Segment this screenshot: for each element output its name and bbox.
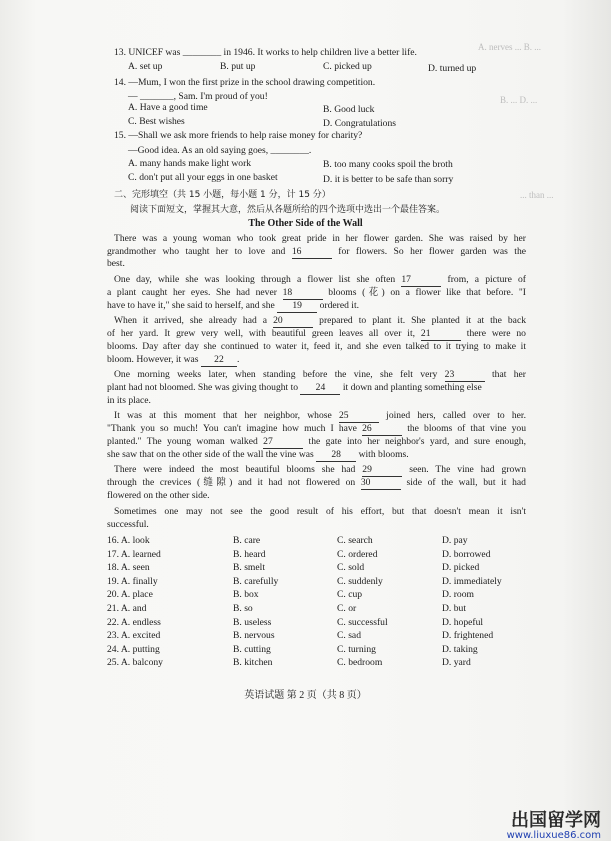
p6-line-3: flowered on the other side. [107,490,210,501]
option-17-a: 17. A. learned [107,548,161,560]
option-24-c: C. turning [337,643,376,655]
q15-option-d: D. it is better to be safe than sorry [323,174,454,185]
q14-response: — _______, Sam. I'm proud of you! [128,91,268,102]
blank-17: 17 [401,274,441,287]
watermark-url: www.liuxue86.com [506,830,601,841]
section-instruction: 阅读下面短文，掌握其大意，然后从各题所给的四个选项中选出一个最佳答案。 [130,205,446,215]
blank-30: 30 [361,477,401,490]
bleed-through: A. nerves ... B. ... [478,42,541,52]
q13-option-a: A. set up [128,61,163,72]
p4-line-3: in its place. [107,395,151,406]
q15-stem: 15. —Shall we ask more friends to help raise money for charity? [114,130,363,141]
option-16-c: C. search [337,535,373,546]
blank-26: 26 [362,423,402,436]
option-25-d: D. yard [442,657,471,669]
option-18-d: D. picked [442,562,480,574]
q14-option-b: B. Good luck [323,104,375,115]
option-23-b: B. nervous [233,630,275,642]
q15-option-a: A. many hands make light work [128,158,252,169]
blank-18: 18 [283,287,323,300]
p3-line-3: blooms. Day after day she continued to water it, feed it, and she even talked to it trying to make it [107,341,526,352]
p6-line-2: through the crevices (缝隙) and it had not flowered on 30 side of the wall, but it had [107,477,526,488]
p3-line-2: of her yard. It grew very well, with beautiful green leaves all over it, 21 there were no [107,328,526,339]
p1-line-2: grandmother who taught her to love and 16 for flowers. So her flower garden was the [107,246,526,257]
option-24-b: B. cutting [233,643,271,655]
option-19-a: 19. A. finally [107,575,158,587]
p5-line-1: It was at this moment that her neighbor, whose 25 joined hers, called over to her. [114,410,526,421]
blank-20: 20 [273,315,313,328]
option-24-d: D. taking [442,643,478,655]
blank-21: 21 [421,328,461,341]
option-16-a: 16. A. look [107,535,150,546]
bleed-through: ... than ... [520,190,554,200]
p2-line-2: a plant caught her eyes. She had never 18 blooms (花) on a flower like that before. "I [107,287,526,298]
blank-24: 24 [300,382,340,395]
option-22-b: B. useless [233,616,272,628]
option-21-a: 21. A. and [107,603,147,614]
option-21-c: C. or [337,603,357,614]
option-19-c: C. suddenly [337,575,383,587]
p1-line-3: best. [107,258,125,269]
option-16-d: D. pay [442,535,468,546]
option-25-a: 25. A. balcony [107,657,163,669]
p3-line-1: When it arrived, she already had a 20 prepared to plant it. She planted it at the back [114,315,526,326]
p5-line-4: she saw that on the other side of the wall the vine was 28 with blooms. [107,449,409,460]
option-20-a: 20. A. place [107,589,153,601]
option-16-b: B. care [233,535,261,546]
option-20-b: B. box [233,589,259,601]
option-20-c: C. cup [337,589,363,601]
p7-line-2: successful. [107,519,149,530]
option-22-d: D. hopeful [442,616,484,628]
site-watermark [507,806,601,841]
blank-27: 27 [263,436,303,449]
q13-stem: 13. UNICEF was ________ in 1946. It works to help children live a better life. [114,47,417,58]
blank-19: 19 [277,300,317,313]
option-20-d: D. room [442,589,474,601]
watermark-cn: 出国留学网 [511,810,601,831]
q14-option-d: D. Congratulations [323,118,397,129]
q15-option-b: B. too many cooks spoil the broth [323,159,453,170]
option-23-d: D. frightened [442,630,494,642]
blank-25: 25 [339,410,379,423]
q14-stem: 14. —Mum, I won the first prize in the school drawing competition. [114,77,376,88]
option-19-d: D. immediately [442,575,502,587]
q14-option-a: A. Have a good time [128,102,208,113]
q13-option-b: B. put up [220,61,256,72]
blank-23: 23 [445,369,485,382]
p2-line-1: One day, while she was looking through a flower list she often 17 from, a picture of [114,274,526,285]
p4-line-1: One morning weeks later, when standing before the vine, she felt very 23 that her [114,369,526,380]
option-22-c: C. successful [337,616,388,628]
option-22-a: 22. A. endless [107,616,161,628]
p2-line-3: have to have it," she said to herself, and she 19 ordered it. [107,300,360,311]
option-18-a: 18. A. seen [107,562,150,574]
option-23-c: C. sad [337,630,361,642]
section-heading: 二、完形填空（共 15 小题，每小题 1 分，计 15 分） [114,190,331,200]
q13-option-d: D. turned up [428,63,477,74]
option-25-c: C. bedroom [337,657,383,669]
passage-title: The Other Side of the Wall [248,218,363,229]
p1-line-1: There was a young woman who took great pride in her flower garden. She was raised by her [114,233,526,244]
p5-line-2: "Thank you so much! You can't imagine how much I have 26 the blooms of that vine you [107,423,527,434]
p5-line-3: planted." The young woman walked 27 the gate into her neighbor's yard, and sure enough, [107,436,526,447]
bleed-through: B. ... D. ... [500,95,538,105]
p7-line-1: Sometimes one may not see the good result of his effort, but that doesn't mean it isn't [114,506,526,517]
option-17-d: D. borrowed [442,548,491,560]
option-24-a: 24. A. putting [107,643,160,655]
option-21-b: B. so [233,603,253,614]
q15-response: —Good idea. As an old saying goes, ________. [128,145,312,156]
q15-option-c: C. don't put all your eggs in one basket [128,172,278,183]
blank-28: 28 [316,449,356,462]
blank-16: 16 [292,246,332,259]
option-17-c: C. ordered [337,548,378,560]
blank-29: 29 [362,464,402,477]
option-23-a: 23. A. excited [107,630,161,642]
page-footer: 英语试题 第 2 页（共 8 页） [244,690,367,701]
blank-22: 22 [201,354,237,367]
p4-line-2: plant had not bloomed. She was giving thought to 24 it down and planting something else [107,382,482,393]
option-18-b: B. smelt [233,562,265,574]
q13-option-c: C. picked up [323,61,372,72]
option-19-b: B. carefully [233,575,279,587]
option-25-b: B. kitchen [233,657,273,669]
option-18-c: C. sold [337,562,365,574]
option-17-b: B. heard [233,548,266,560]
p3-line-4: bloom. However, it was 22 . [107,354,240,365]
q14-option-c: C. Best wishes [128,116,185,127]
p6-line-1: There were indeed the most beautiful blooms she had 29 seen. The vine had grown [114,464,527,475]
option-21-d: D. but [442,603,466,614]
